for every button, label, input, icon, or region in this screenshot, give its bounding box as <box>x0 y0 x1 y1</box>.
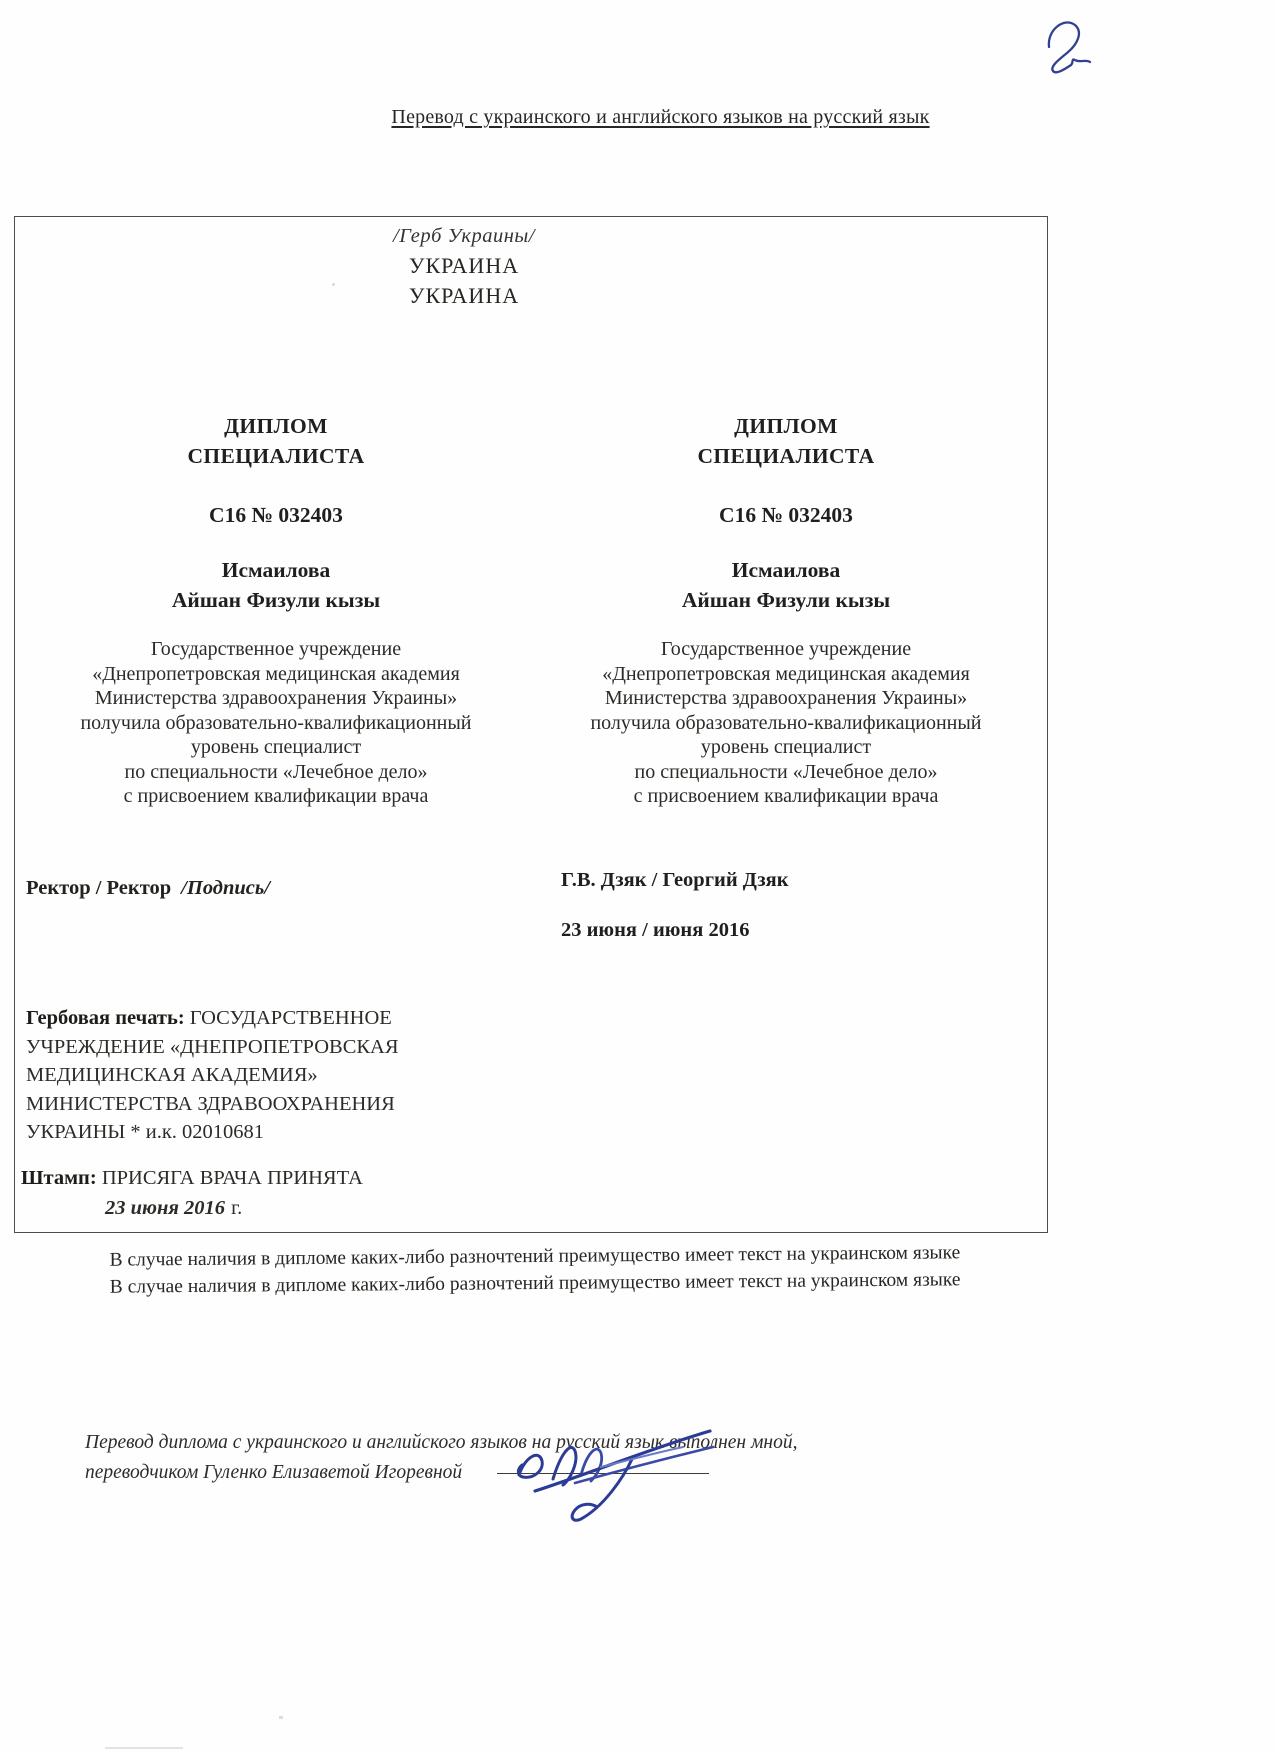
issue-date: 23 июня / июня 2016 <box>561 919 750 941</box>
language-precedence-disclaimer <box>70 1239 1000 1301</box>
disclaimer-line-2: В случае наличия в дипломе каких-либо разночтений преимущество имеет текст на украинском языке <box>109 1269 961 1298</box>
stamp-date-suffix: г. <box>231 1197 243 1219</box>
diploma-column-right <box>541 411 1031 809</box>
diploma-holder-name <box>541 555 1031 615</box>
diploma-title-line-2: СПЕЦИАЛИСТА <box>697 444 875 468</box>
rector-name: Г.В. Дзяк / Георгий Дзяк <box>561 869 789 891</box>
body-line: уровень специалист <box>700 736 872 758</box>
body-line: по специальности «Лечебное дело» <box>124 760 428 783</box>
body-line: Государственное учреждение <box>150 638 402 660</box>
diploma-holder-name <box>31 555 521 615</box>
diploma-serial-number: С16 № 032403 <box>209 503 343 527</box>
stamp-description <box>21 1166 363 1221</box>
diploma-title <box>541 411 1031 471</box>
scan-artifact <box>105 1747 183 1749</box>
scan-artifact <box>332 283 335 286</box>
coat-of-arms-block <box>151 221 777 311</box>
body-line: Министерства здравоохранения Украины» <box>94 687 458 709</box>
handwritten-page-number <box>1038 14 1096 76</box>
country-line-2: УКРАИНА <box>408 283 520 308</box>
translation-header: Перевод с украинского и английского языков на русский язык <box>391 106 930 128</box>
stamp-label: Штамп: <box>21 1167 97 1189</box>
official-seal-description <box>26 1004 476 1147</box>
body-line: «Днепропетровская медицинская академия <box>602 662 970 685</box>
diploma-body-text <box>541 637 1031 809</box>
stamp-date: 23 июня 2016 <box>105 1197 226 1219</box>
translator-signature <box>505 1423 723 1528</box>
body-line: «Днепропетровская медицинская академия <box>92 662 460 685</box>
diploma-box <box>14 216 1048 1233</box>
diploma-column-left <box>31 411 521 809</box>
body-line: с присвоением квалификации врача <box>633 785 939 807</box>
seal-label: Гербовая печать: <box>26 1007 185 1029</box>
diploma-body-text <box>31 637 521 809</box>
body-line: уровень специалист <box>190 736 362 758</box>
body-line: получила образовательно-квалификационный <box>590 711 982 734</box>
rector-signature-row <box>26 877 270 900</box>
diploma-title-line-1: ДИПЛОМ <box>224 414 328 438</box>
body-line: получила образовательно-квалификационный <box>80 711 472 734</box>
holder-surname: Исмаилова <box>221 558 331 582</box>
rector-label: Ректор / Ректор <box>26 877 172 899</box>
stamp-row <box>21 1166 363 1191</box>
body-line: Государственное учреждение <box>660 638 912 660</box>
diploma-title <box>31 411 521 471</box>
stamp-date-row <box>21 1196 363 1221</box>
holder-surname: Исмаилова <box>731 558 841 582</box>
body-line: Министерства здравоохранения Украины» <box>604 687 968 709</box>
coat-of-arms-note: /Герб Украины/ <box>393 225 535 247</box>
translator-note-line-2: переводчиком Гуленко Елизаветой Игоревной <box>85 1462 463 1483</box>
holder-given-name: Айшан Физули кызы <box>171 588 381 612</box>
holder-given-name: Айшан Физули кызы <box>681 588 891 612</box>
country-line-1: УКРАИНА <box>408 253 520 278</box>
body-line: с присвоением квалификации врача <box>123 785 429 807</box>
diploma-serial-number: С16 № 032403 <box>719 503 853 527</box>
diploma-title-line-2: СПЕЦИАЛИСТА <box>187 444 365 468</box>
translator-note-line-1: Перевод диплома с украинского и английского языков на русский язык выполнен мной, <box>85 1432 798 1453</box>
signature-placeholder-note: /Подпись/ <box>181 877 270 899</box>
diploma-title-line-1: ДИПЛОМ <box>734 414 838 438</box>
seal-text: ГОСУДАРСТВЕННОЕ УЧРЕЖДЕНИЕ «ДНЕПРОПЕТРОВСКАЯ МЕДИЦИНСКАЯ АКАДЕМИЯ» МИНИСТЕРСТВА ЗДРАВООХРАНЕНИЯ УКРАИНЫ * и.к. 02010681 <box>26 1007 399 1143</box>
body-line: по специальности «Лечебное дело» <box>634 760 938 783</box>
disclaimer-line-1: В случае наличия в дипломе каких-либо разночтений преимущество имеет текст на украинском языке <box>109 1242 961 1271</box>
stamp-text: ПРИСЯГА ВРАЧА ПРИНЯТА <box>101 1167 363 1189</box>
scan-artifact <box>279 1716 283 1719</box>
